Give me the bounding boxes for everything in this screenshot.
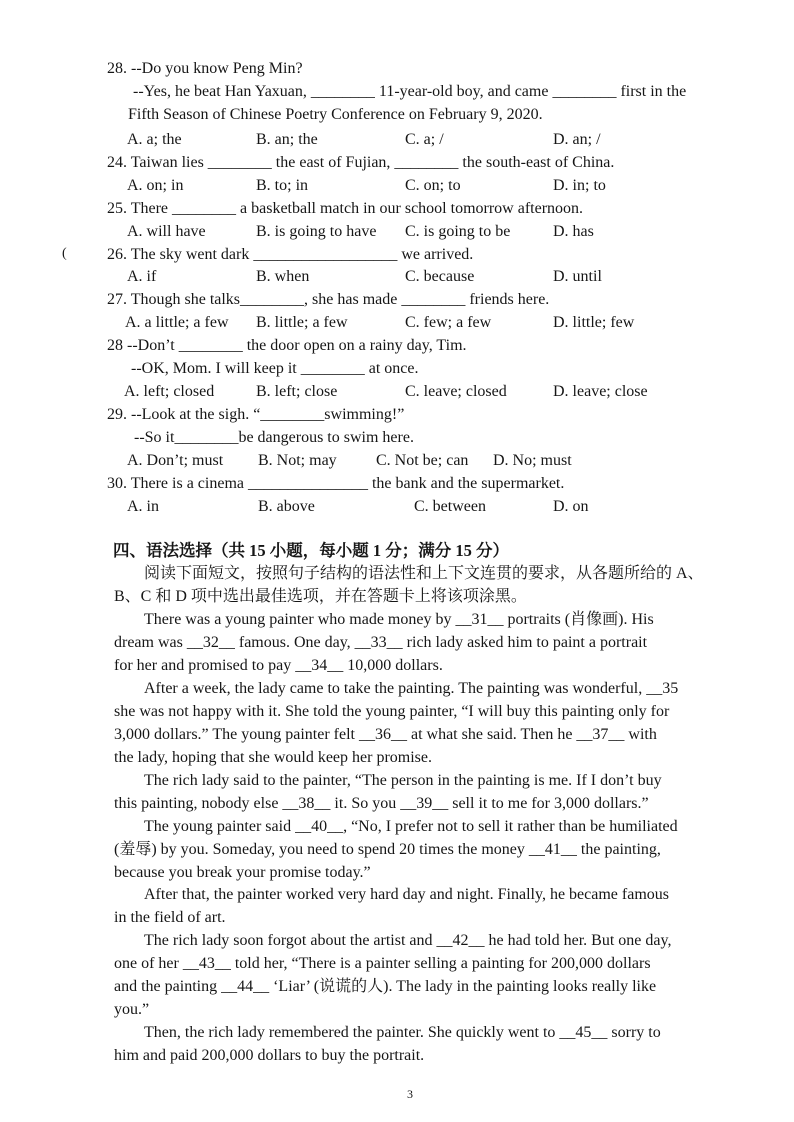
- passage-line: After that, the painter worked very hard day and night. Finally, he became famous: [144, 886, 670, 903]
- answer-option: D. in; to: [553, 177, 606, 194]
- passage-line: There was a young painter who made money by __31__ portraits (肖像画). His: [144, 611, 654, 628]
- passage-line: The rich lady soon forgot about the artist and __42__ he had told her. But one day,: [144, 932, 672, 949]
- answer-option: A. left; closed: [124, 383, 215, 400]
- passage-line: Then, the rich lady remembered the painter. She quickly went to __45__ sorry to: [144, 1024, 661, 1041]
- answer-option: A. if: [127, 268, 157, 285]
- answer-option: B. an; the: [256, 131, 318, 148]
- question-stem: 29. --Look at the sigh. “________swimming!”: [107, 406, 405, 423]
- section-heading: 四、语法选择（共 15 小题，每小题 1 分；满分 15 分）: [113, 541, 509, 560]
- passage-line: she was not happy with it. She told the young painter, “I will buy this painting only for: [114, 703, 670, 720]
- answer-option: B. above: [258, 498, 315, 515]
- passage-line: this painting, nobody else __38__ it. So you __39__ sell it to me for 3,000 dollars.”: [114, 795, 649, 812]
- answer-option: C. between: [414, 498, 486, 515]
- answer-option: D. leave; close: [553, 383, 648, 400]
- answer-option: D. an; /: [553, 131, 601, 148]
- question-stem: --Yes, he beat Han Yaxuan, ________ 11-year-old boy, and came ________ first in the: [133, 83, 687, 100]
- passage-line: because you break your promise today.”: [114, 864, 371, 881]
- answer-option: B. left; close: [256, 383, 338, 400]
- question-stem: Fifth Season of Chinese Poetry Conference on February 9, 2020.: [128, 106, 543, 123]
- answer-option: B. to; in: [256, 177, 309, 194]
- question-stem: 26. The sky went dark __________________ we arrived.: [107, 246, 474, 263]
- answer-option: C. is going to be: [405, 223, 511, 240]
- answer-option: C. Not be; can: [376, 452, 469, 469]
- passage-line: the lady, hoping that she would keep her promise.: [114, 749, 432, 766]
- question-stem: --OK, Mom. I will keep it ________ at once.: [131, 360, 419, 377]
- question-stem: 27. Though she talks________, she has made ________ friends here.: [107, 291, 550, 308]
- passage-line: (羞辱) by you. Someday, you need to spend 20 times the money __41__ the painting,: [114, 841, 661, 858]
- answer-option: B. little; a few: [256, 314, 348, 331]
- answer-option: A. a little; a few: [125, 314, 229, 331]
- answer-option: A. on; in: [127, 177, 184, 194]
- passage-line: one of her __43__ told her, “There is a painter selling a painting for 200,000 dollars: [114, 955, 651, 972]
- answer-option: D. until: [553, 268, 602, 285]
- passage-line: for her and promised to pay __34__ 10,000 dollars.: [114, 657, 443, 674]
- passage-line: The rich lady said to the painter, “The person in the painting is me. If I don’t buy: [144, 772, 662, 789]
- question-stem: 25. There ________ a basketball match in our school tomorrow afternoon.: [107, 200, 584, 217]
- answer-option: B. is going to have: [256, 223, 377, 240]
- answer-option: B. Not; may: [258, 452, 337, 469]
- answer-option: D. No; must: [493, 452, 572, 469]
- passage-line: him and paid 200,000 dollars to buy the portrait.: [114, 1047, 425, 1064]
- passage-line: The young painter said __40__, “No, I prefer not to sell it rather than be humiliated: [144, 818, 678, 835]
- passage-line: you.”: [114, 1001, 150, 1018]
- answer-option: A. will have: [127, 223, 206, 240]
- answer-option: B. when: [256, 268, 310, 285]
- answer-option: C. few; a few: [405, 314, 492, 331]
- page-number: 3: [407, 1087, 413, 1101]
- answer-option: C. a; /: [405, 131, 444, 148]
- answer-option: A. in: [127, 498, 159, 515]
- question-stem: 28. --Do you know Peng Min?: [107, 60, 303, 77]
- passage-line: 3,000 dollars.” The young painter felt __36__ at what she said. Then he __37__ with: [114, 726, 657, 743]
- margin-mark: (: [62, 246, 67, 261]
- answer-option: D. little; few: [553, 314, 635, 331]
- answer-option: D. on: [553, 498, 589, 515]
- answer-option: C. leave; closed: [405, 383, 507, 400]
- passage-line: in the field of art.: [114, 909, 226, 926]
- answer-option: C. because: [405, 268, 475, 285]
- passage-line: dream was __32__ famous. One day, __33__ rich lady asked him to paint a portrait: [114, 634, 648, 651]
- answer-option: A. a; the: [127, 131, 182, 148]
- section-instructions: 阅读下面短文，按照句子结构的语法性和上下文连贯的要求，从各题所给的 A、: [144, 565, 704, 582]
- answer-option: A. Don’t; must: [127, 452, 224, 469]
- answer-option: D. has: [553, 223, 594, 240]
- question-stem: 28 --Don’t ________ the door open on a rainy day, Tim.: [107, 337, 467, 354]
- question-stem: 24. Taiwan lies ________ the east of Fujian, ________ the south-east of China.: [107, 154, 615, 171]
- section-instructions: B、C 和 D 项中选出最佳选项，并在答题卡上将该项涂黑。: [114, 588, 527, 605]
- passage-line: After a week, the lady came to take the painting. The painting was wonderful, __35: [144, 680, 679, 697]
- question-stem: --So it________be dangerous to swim here.: [134, 429, 414, 446]
- passage-line: and the painting __44__ ‘Liar’ (说谎的人). The lady in the painting looks really like: [114, 978, 657, 995]
- answer-option: C. on; to: [405, 177, 461, 194]
- question-stem: 30. There is a cinema _______________ the bank and the supermarket.: [107, 475, 565, 492]
